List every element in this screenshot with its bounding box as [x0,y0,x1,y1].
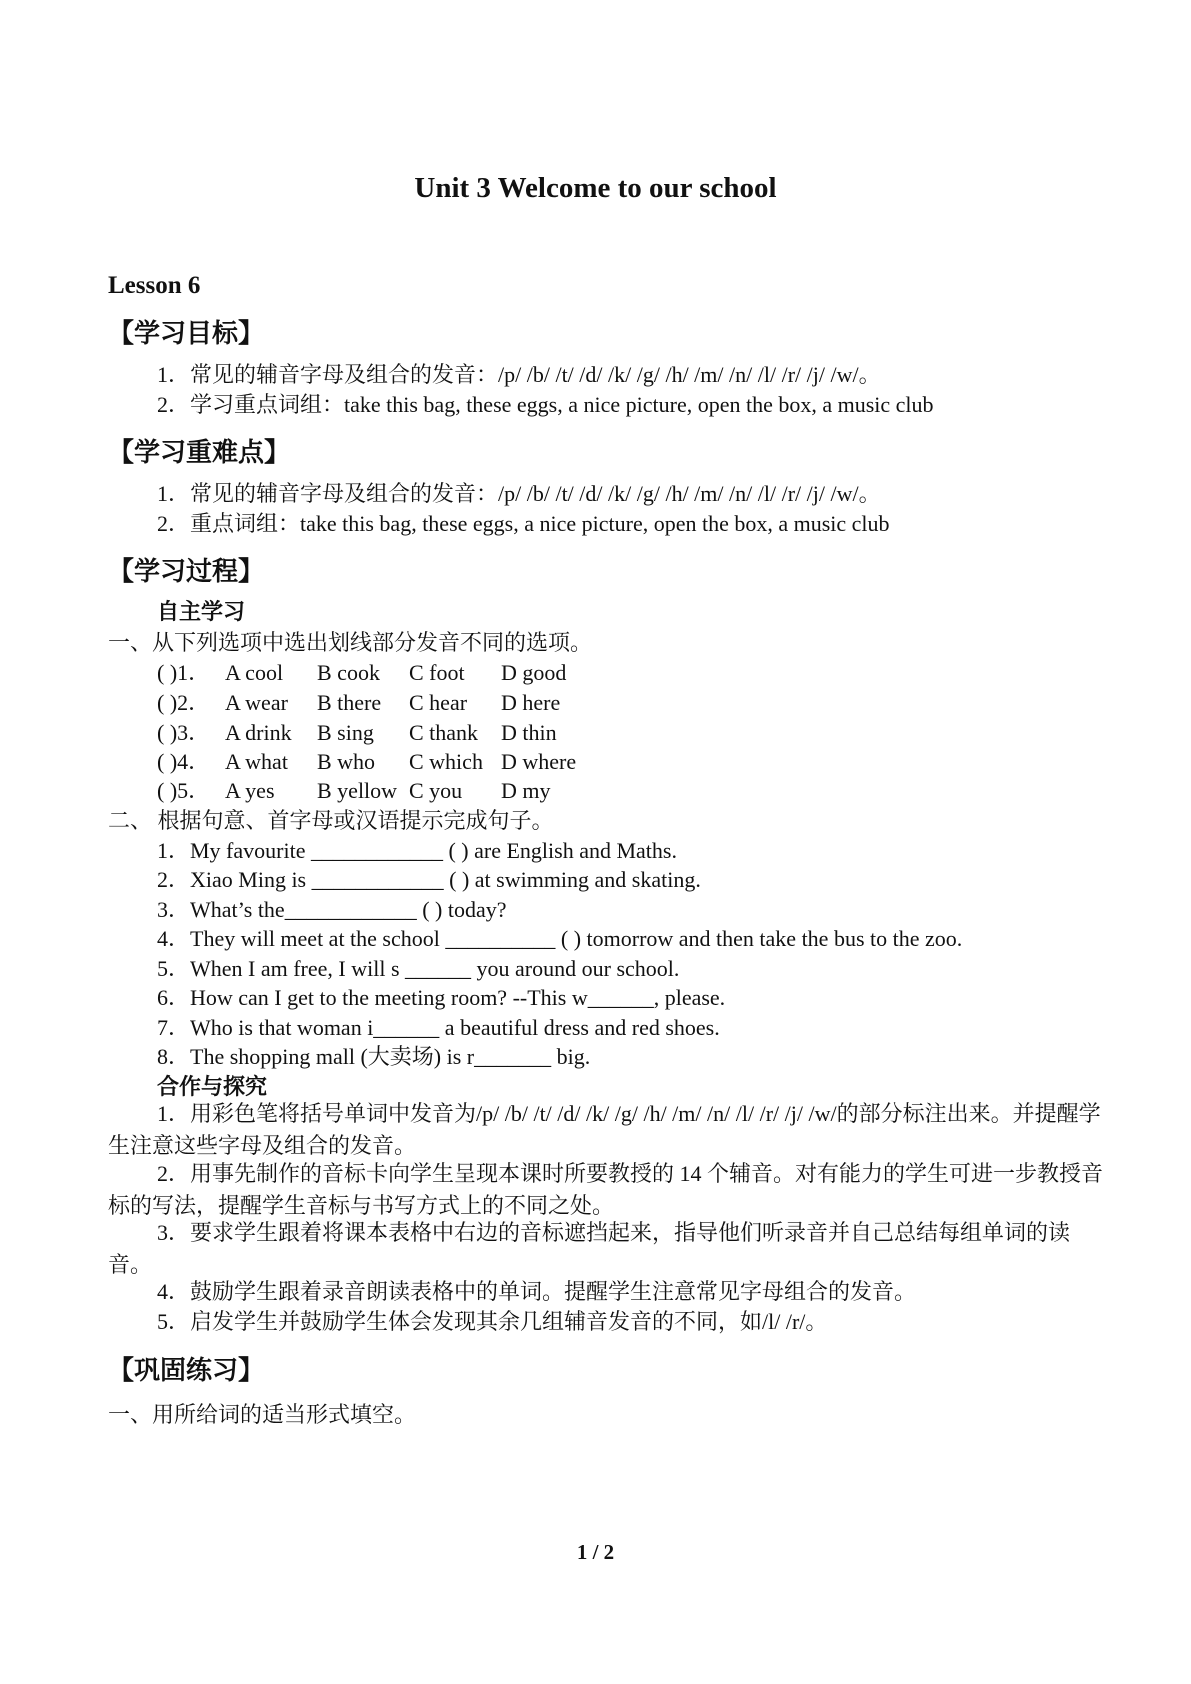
fill-item: 8．The shopping mall (大卖场) is r_______ big. [157,1044,591,1069]
key-item-2: 2．重点词组：take this bag, these eggs, a nice picture, open the box, a music club [157,511,890,536]
fill-item: 6．How can I get to the meeting room? --This w______, please. [157,985,726,1010]
section-heading-key-points: 【学习重难点】 [108,438,291,468]
mc-question: ( )1． A cool B cook C foot D good [157,660,567,685]
section-heading-practice: 【巩固练习】 [108,1356,265,1386]
practice-1-title: 一、用所给词的适当形式填空。 [108,1402,417,1427]
exercise-2-title: 二、 根据句意、首字母或汉语提示完成句子。 [108,808,554,833]
fill-item: 5．When I am free, I will s ______ you around our school. [157,956,680,981]
section-heading-goals: 【学习目标】 [108,319,265,349]
cooperation-paragraph-1: 1．用彩色笔将括号单词中发音为/p/ /b/ /t/ /d/ /k/ /g/ /h/ /m/ /n/ /l/ /r/ /j/ /w/的部分标注出来。并提醒学生注意这些字母及组合的发音。 [108,1101,1101,1158]
mc-question: ( )2． A wear B there C hear D here [157,690,561,715]
fill-item: 4．They will meet at the school __________ ( ) tomorrow and then take the bus to the zoo. [157,926,963,951]
cooperation-paragraph-5: 5．启发学生并鼓励学生体会发现其余几组辅音发音的不同，如/l/ /r/。 [157,1309,828,1334]
cooperation-paragraph-2: 2．用事先制作的音标卡向学生呈现本课时所要教授的 14 个辅音。对有能力的学生可进一步教授音标的写法，提醒学生音标与书写方式上的不同之处。 [108,1161,1104,1218]
fill-item: 2．Xiao Ming is ____________ ( ) at swimming and skating. [157,867,701,892]
fill-item: 7．Who is that woman i______ a beautiful dress and red shoes. [157,1015,720,1040]
subheading-self-study: 自主学习 [157,600,246,625]
goal-item-1: 1．常见的辅音字母及组合的发音：/p/ /b/ /t/ /d/ /k/ /g/ /h/ /m/ /n/ /l/ /r/ /j/ /w/。 [157,362,881,387]
subheading-cooperation: 合作与探究 [157,1075,268,1100]
goal-item-2: 2．学习重点词组：take this bag, these eggs, a nice picture, open the box, a music club [157,392,934,417]
mc-question: ( )4． A what B who C which D where [157,749,577,774]
cooperation-paragraph-4: 4．鼓励学生跟着录音朗读表格中的单词。提醒学生注意常见字母组合的发音。 [157,1279,917,1304]
fill-item: 3．What’s the____________ ( ) today? [157,897,507,922]
cooperation-paragraph-3: 3．要求学生跟着将课本表格中右边的音标遮挡起来，指导他们听录音并自己总结每组单词的读音。 [108,1220,1071,1277]
mc-question: ( )5． A yes B yellow C you D my [157,778,551,803]
exercise-1-title: 一、从下列选项中选出划线部分发音不同的选项。 [108,630,593,655]
section-heading-process: 【学习过程】 [108,557,265,587]
key-item-1: 1．常见的辅音字母及组合的发音：/p/ /b/ /t/ /d/ /k/ /g/ /h/ /m/ /n/ /l/ /r/ /j/ /w/。 [157,481,881,506]
mc-question: ( )3． A drink B sing C thank D thin [157,720,557,745]
document-title: Unit 3 Welcome to our school [414,172,777,204]
fill-item: 1．My favourite ____________ ( ) are English and Maths. [157,838,677,863]
page-number: 1 / 2 [576,1540,615,1564]
lesson-heading: Lesson 6 [108,272,201,299]
